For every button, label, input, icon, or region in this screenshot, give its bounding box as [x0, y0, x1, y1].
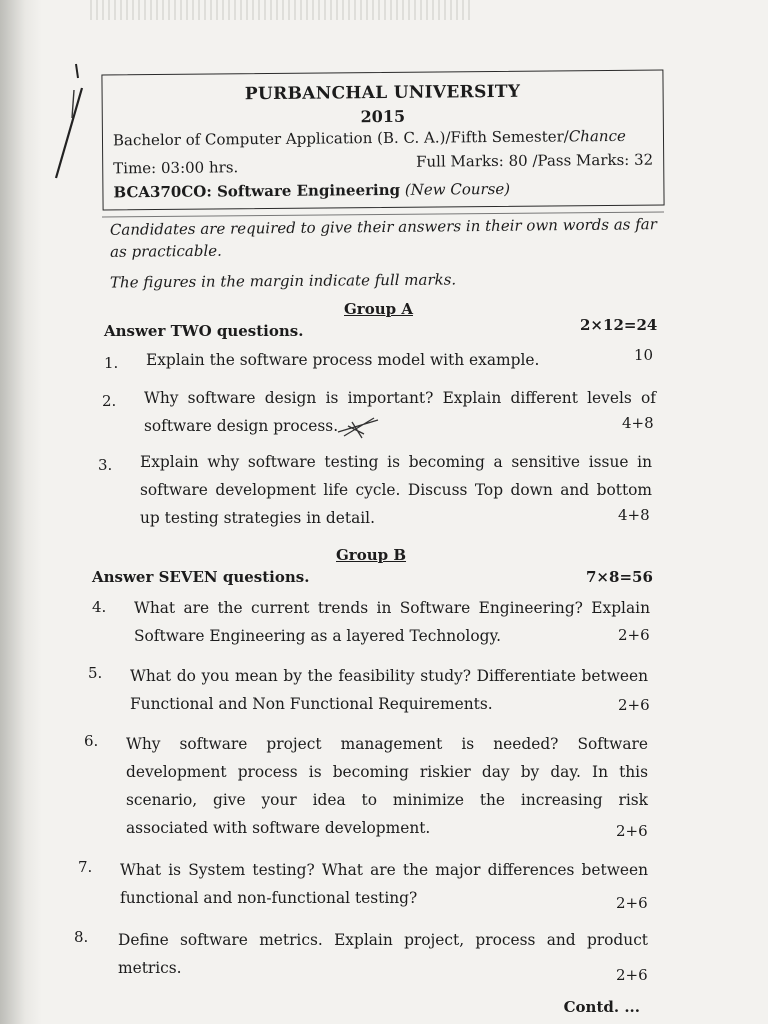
group-a-total-marks: 2×12=24: [580, 316, 658, 334]
instruction-line-1: Candidates are required to give their answers in their own words as far: [109, 215, 657, 239]
scan-edge-shadow: [0, 0, 42, 1024]
question-number: 5.: [88, 664, 103, 682]
program-line: [113, 127, 626, 149]
question-marks: 2+6: [616, 822, 648, 840]
exam-time: Time: 03:00 hrs.: [113, 158, 239, 178]
question-text: Explain the software process model with example.: [146, 351, 540, 369]
insect-smudge-icon: [334, 414, 384, 442]
question-number: 4.: [92, 598, 107, 616]
continued-label: Contd. ...: [563, 998, 640, 1016]
question-marks: 4+8: [622, 414, 654, 432]
scan-noise: [90, 0, 470, 20]
question-marks: 10: [634, 346, 654, 364]
program-text: Bachelor of Computer Application (B. C. A.)/Fifth Semester/: [112, 127, 569, 150]
course-code: BCA370CO: Software Engineering: [113, 180, 401, 202]
question-marks: 2+6: [616, 966, 648, 984]
program-suffix: Chance: [568, 126, 626, 146]
group-a-instruction: Answer TWO questions.: [104, 322, 304, 340]
exam-year: 2015: [360, 106, 406, 127]
question-marks: 2+6: [616, 894, 648, 912]
question-marks: 4+8: [618, 506, 650, 524]
question-text: What are the current trends in Software Engineering? Explain Software Engineering as a layered Technology.: [134, 599, 650, 645]
question-number: 1.: [104, 354, 119, 372]
question-number: 2.: [102, 392, 117, 410]
question-text: What do you mean by the feasibility study? Differentiate between Functional and Non Functional Requirements.: [130, 667, 648, 713]
pen-mark-icon: [48, 60, 88, 190]
exam-header-box: [101, 70, 664, 211]
group-b-title: Group B: [336, 546, 407, 564]
course-line: [113, 180, 510, 201]
instruction-line-3: The figures in the margin indicate full marks.: [109, 270, 457, 292]
question-number: 3.: [98, 456, 113, 474]
course-note: (New Course): [404, 179, 511, 199]
question-text: What is System testing? What are the major differences between functional and non-functional testing?: [120, 861, 648, 907]
question-text: Why software design is important? Explain different levels of software design process.: [144, 389, 656, 435]
question-text: Define software metrics. Explain project, process and product metrics.: [118, 931, 648, 977]
question-number: 6.: [84, 732, 99, 750]
question-number: 7.: [78, 858, 93, 876]
instruction-line-2: as practicable.: [110, 241, 222, 261]
full-pass-marks: Full Marks: 80 /Pass Marks: 32: [415, 150, 654, 171]
question-marks: 2+6: [618, 696, 650, 714]
university-name: PURBANCHAL UNIVERSITY: [244, 81, 521, 105]
question-text: Explain why software testing is becoming a sensitive issue in software development life cycle. Discuss Top down and bottom up testing strategies in detail.: [140, 453, 652, 527]
question-number: 8.: [74, 928, 89, 946]
group-b-total-marks: 7×8=56: [586, 568, 653, 586]
group-a-title: Group A: [344, 300, 413, 318]
group-b-instruction: Answer SEVEN questions.: [92, 568, 310, 586]
instructions-block: [110, 213, 657, 263]
question-marks: 2+6: [618, 626, 650, 644]
question-text: Why software project management is needed? Software development process is becoming riskier day by day. In this scenario, give your idea to minimize the increasing risk associated with software development.: [126, 735, 648, 837]
